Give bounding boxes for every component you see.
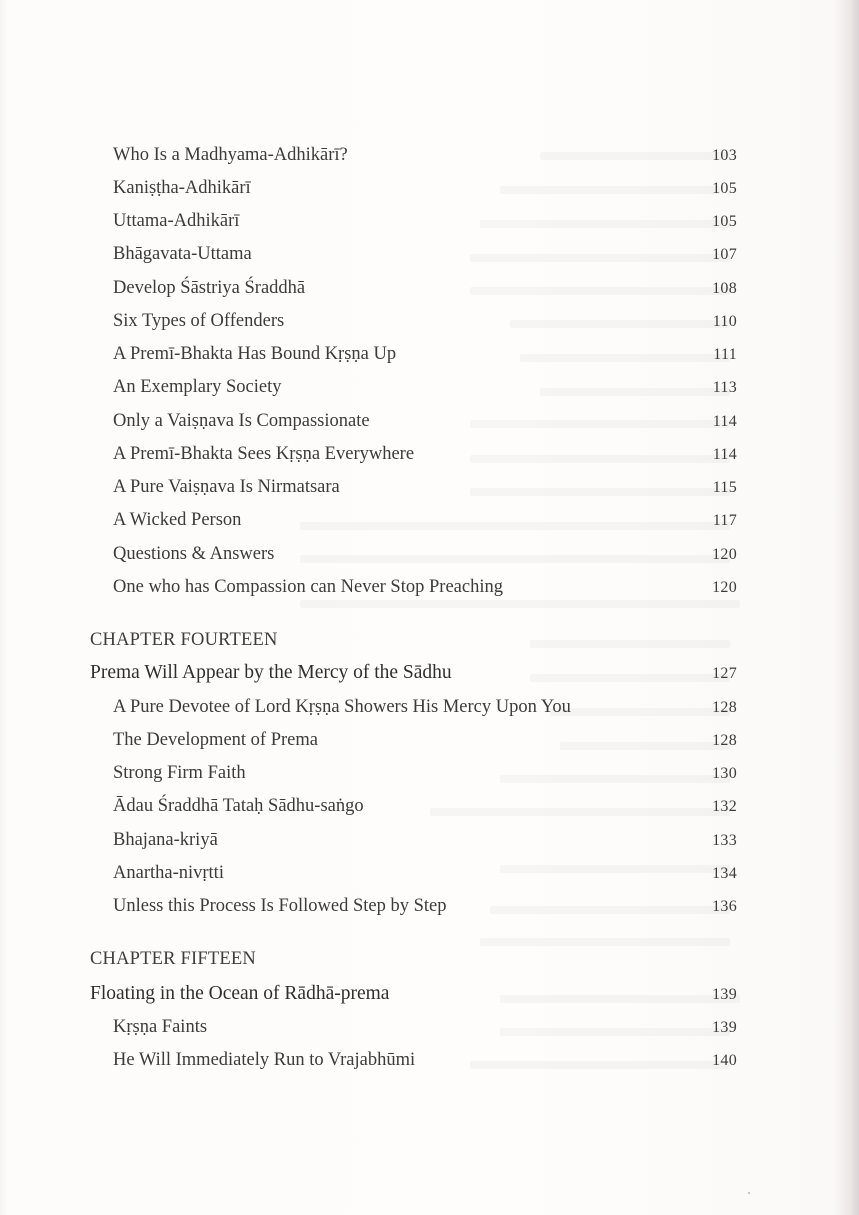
entry-title: Kṛṣṇa Faints: [113, 1017, 208, 1037]
entry-page-number: 105: [712, 180, 737, 197]
entry-title: He Will Immediately Run to Vrajabhūmi: [113, 1050, 416, 1070]
entry-title: Kaniṣṭha-Adhikārī: [113, 178, 251, 198]
entry-page-number: 111: [713, 346, 737, 363]
toc-entry[interactable]: [113, 1045, 737, 1075]
toc-entry[interactable]: [113, 140, 737, 170]
entry-title: An Exemplary Society: [113, 377, 282, 397]
toc-entry[interactable]: [113, 273, 737, 303]
entry-page-number: 128: [712, 699, 737, 716]
entry-page-number: 114: [712, 413, 737, 430]
entry-title: A Wicked Person: [113, 510, 242, 530]
entry-page-number: 103: [712, 147, 737, 164]
entry-title: Prema Will Appear by the Mercy of the Sādhu: [90, 662, 452, 683]
entry-title: A Pure Vaiṣṇava Is Nirmatsara: [113, 477, 340, 497]
entry-page-number: 128: [712, 732, 737, 749]
toc-entry[interactable]: [113, 472, 737, 502]
entry-page-number: 115: [712, 479, 737, 496]
toc-entry[interactable]: [113, 206, 737, 236]
toc-entry[interactable]: [113, 339, 737, 369]
entry-page-number: 136: [712, 898, 737, 915]
toc-entry[interactable]: [113, 539, 737, 569]
toc-entry[interactable]: [113, 791, 737, 821]
chapter-main-entry[interactable]: [90, 658, 737, 688]
entry-page-number: 130: [712, 765, 737, 782]
entry-title: Questions & Answers: [113, 544, 275, 564]
toc-entry[interactable]: [113, 858, 737, 888]
entry-title: One who has Compassion can Never Stop Preaching: [113, 577, 503, 597]
toc-entry[interactable]: [113, 725, 737, 755]
toc-entry[interactable]: [113, 505, 737, 535]
entry-title: A Premī-Bhakta Has Bound Kṛṣṇa Up: [113, 344, 397, 364]
entry-title: Floating in the Ocean of Rādhā-prema: [90, 983, 390, 1004]
entry-title: Develop Śāstriya Śraddhā: [113, 278, 306, 298]
toc-entry[interactable]: [113, 758, 737, 788]
entry-page-number: 110: [712, 313, 737, 330]
entry-title: Anartha-nivṛtti: [113, 863, 224, 883]
entry-page-number: 139: [712, 1019, 737, 1036]
entry-page-number: 108: [712, 280, 737, 297]
entry-page-number: 107: [712, 246, 737, 263]
toc-entry[interactable]: [113, 372, 737, 402]
entry-title: Bhajana-kriyā: [113, 830, 218, 850]
toc-entry[interactable]: [113, 825, 737, 855]
toc-entry[interactable]: [113, 439, 737, 469]
chapter-heading-fifteen: CHAPTER FIFTEEN: [90, 949, 256, 969]
entry-page-number: 120: [712, 546, 737, 563]
toc-entry[interactable]: [113, 239, 737, 269]
toc-entry[interactable]: [113, 572, 737, 602]
toc-entry[interactable]: [113, 306, 737, 336]
entry-title: Who Is a Madhyama-Adhikārī?: [113, 145, 348, 165]
entry-page-number: 105: [712, 213, 737, 230]
entry-page-number: 132: [712, 798, 737, 815]
entry-page-number: 127: [712, 665, 737, 682]
toc-entry[interactable]: [113, 692, 737, 722]
toc-entry[interactable]: [113, 891, 737, 921]
entry-title: A Pure Devotee of Lord Kṛṣṇa Showers His Mercy Upon You: [113, 697, 571, 717]
entry-title: Six Types of Offenders: [113, 311, 285, 331]
entry-page-number: 139: [712, 986, 737, 1003]
entry-title: The Development of Prema: [113, 730, 318, 750]
entry-page-number: 134: [712, 865, 737, 882]
entry-title: Strong Firm Faith: [113, 763, 246, 783]
entry-page-number: 114: [712, 446, 737, 463]
entry-page-number: 140: [712, 1052, 737, 1069]
toc-entry[interactable]: [113, 173, 737, 203]
toc-entry[interactable]: [113, 406, 737, 436]
chapter-heading-fourteen: CHAPTER FOURTEEN: [90, 630, 278, 650]
entry-title: Bhāgavata-Uttama: [113, 244, 252, 264]
entry-title: Only a Vaiṣṇava Is Compassionate: [113, 411, 370, 431]
entry-page-number: 120: [712, 579, 737, 596]
entry-page-number: 133: [712, 832, 737, 849]
entry-title: A Premī-Bhakta Sees Kṛṣṇa Everywhere: [113, 444, 415, 464]
entry-title: Uttama-Adhikārī: [113, 211, 240, 231]
entry-title: Ādau Śraddhā Tataḥ Sādhu-saṅgo: [113, 796, 364, 816]
chapter-main-entry[interactable]: [90, 979, 737, 1009]
toc-entry[interactable]: [113, 1012, 737, 1042]
entry-page-number: 113: [712, 379, 737, 396]
entry-page-number: 117: [712, 512, 737, 529]
entry-title: Unless this Process Is Followed Step by Step: [113, 896, 447, 916]
